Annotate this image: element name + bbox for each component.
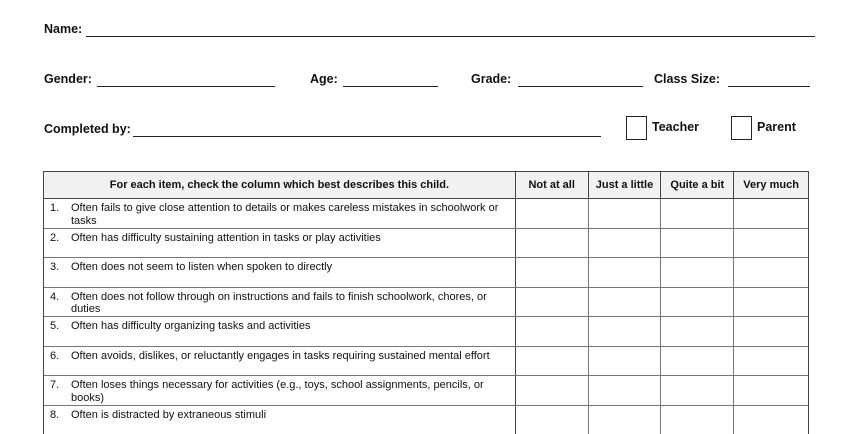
parent-checkbox[interactable]: [731, 116, 752, 140]
rating-cell-very-much[interactable]: [734, 376, 808, 405]
gender-label: Gender:: [44, 72, 92, 86]
rating-cell-very-much[interactable]: [734, 347, 808, 376]
item-cell: [44, 199, 516, 228]
rating-cell-quite-a-bit[interactable]: [661, 406, 734, 434]
rating-cell-just-a-little[interactable]: [589, 376, 662, 405]
column-header-not-at-all: Not at all: [516, 172, 589, 198]
rating-cell-just-a-little[interactable]: [589, 288, 662, 317]
rating-cell-very-much[interactable]: [734, 288, 808, 317]
name-label: Name:: [44, 22, 82, 36]
table-row: [44, 347, 808, 377]
item-number: 7.: [50, 379, 59, 391]
rating-cell-quite-a-bit[interactable]: [661, 376, 734, 405]
table-row: [44, 406, 808, 434]
rating-cell-not-at-all[interactable]: [516, 317, 589, 346]
rating-cell-just-a-little[interactable]: [589, 317, 662, 346]
item-number: 1.: [50, 202, 59, 214]
column-header-just-a-little: Just a little: [589, 172, 662, 198]
rating-cell-very-much[interactable]: [734, 258, 808, 287]
rating-cell-not-at-all[interactable]: [516, 288, 589, 317]
rating-cell-just-a-little[interactable]: [589, 199, 662, 228]
gender-field[interactable]: [97, 86, 275, 87]
item-text: Often has difficulty organizing tasks and activities: [71, 320, 509, 333]
item-number: 5.: [50, 320, 59, 332]
rating-cell-very-much[interactable]: [734, 317, 808, 346]
item-number: 3.: [50, 261, 59, 273]
item-number: 6.: [50, 350, 59, 362]
name-field[interactable]: [86, 36, 815, 37]
item-cell: [44, 229, 516, 258]
item-number: 4.: [50, 291, 59, 303]
rating-cell-not-at-all[interactable]: [516, 258, 589, 287]
item-cell: [44, 376, 516, 405]
item-number: 8.: [50, 409, 59, 421]
item-text: Often fails to give close attention to details or makes careless mistakes in schoolwork or tasks: [71, 202, 509, 227]
rating-cell-not-at-all[interactable]: [516, 347, 589, 376]
parent-label: Parent: [757, 120, 796, 134]
class-size-label: Class Size:: [654, 72, 720, 86]
item-cell: [44, 288, 516, 317]
rating-cell-not-at-all[interactable]: [516, 406, 589, 434]
instruction-header: For each item, check the column which best describes this child.: [44, 172, 516, 198]
item-cell: [44, 258, 516, 287]
item-text: Often loses things necessary for activities (e.g., toys, school assignments, pencils, or books): [71, 379, 509, 404]
item-text: Often does not follow through on instructions and fails to finish schoolwork, chores, or duties: [71, 291, 509, 316]
rating-cell-just-a-little[interactable]: [589, 229, 662, 258]
rating-cell-quite-a-bit[interactable]: [661, 229, 734, 258]
item-number: 2.: [50, 232, 59, 244]
item-cell: [44, 406, 516, 434]
rating-cell-very-much[interactable]: [734, 199, 808, 228]
table-row: [44, 258, 808, 288]
item-text: Often has difficulty sustaining attention in tasks or play activities: [71, 232, 509, 245]
rating-cell-very-much[interactable]: [734, 229, 808, 258]
rating-cell-just-a-little[interactable]: [589, 406, 662, 434]
table-row: [44, 229, 808, 259]
rating-cell-quite-a-bit[interactable]: [661, 317, 734, 346]
rating-cell-quite-a-bit[interactable]: [661, 347, 734, 376]
completed-by-label: Completed by:: [44, 122, 131, 136]
rating-cell-quite-a-bit[interactable]: [661, 288, 734, 317]
teacher-checkbox[interactable]: [626, 116, 647, 140]
item-text: Often avoids, dislikes, or reluctantly engages in tasks requiring sustained mental effort: [71, 350, 509, 363]
age-label: Age:: [310, 72, 338, 86]
table-row: [44, 288, 808, 318]
table-header-row: [44, 172, 808, 199]
rating-cell-not-at-all[interactable]: [516, 199, 589, 228]
item-text: Often does not seem to listen when spoken to directly: [71, 261, 509, 274]
grade-field[interactable]: [518, 86, 643, 87]
rating-cell-not-at-all[interactable]: [516, 229, 589, 258]
item-cell: [44, 347, 516, 376]
rating-cell-quite-a-bit[interactable]: [661, 258, 734, 287]
item-cell: [44, 317, 516, 346]
age-field[interactable]: [343, 86, 438, 87]
table-row: [44, 317, 808, 347]
completed-by-field[interactable]: [133, 136, 601, 137]
rating-cell-very-much[interactable]: [734, 406, 808, 434]
rating-cell-just-a-little[interactable]: [589, 347, 662, 376]
rating-table: [43, 171, 809, 434]
table-row: [44, 199, 808, 229]
column-header-quite-a-bit: Quite a bit: [661, 172, 734, 198]
class-size-field[interactable]: [728, 86, 810, 87]
grade-label: Grade:: [471, 72, 511, 86]
table-row: [44, 376, 808, 406]
teacher-label: Teacher: [652, 120, 699, 134]
rating-cell-just-a-little[interactable]: [589, 258, 662, 287]
rating-cell-quite-a-bit[interactable]: [661, 199, 734, 228]
rating-cell-not-at-all[interactable]: [516, 376, 589, 405]
item-text: Often is distracted by extraneous stimuli: [71, 409, 509, 422]
column-header-very-much: Very much: [734, 172, 808, 198]
